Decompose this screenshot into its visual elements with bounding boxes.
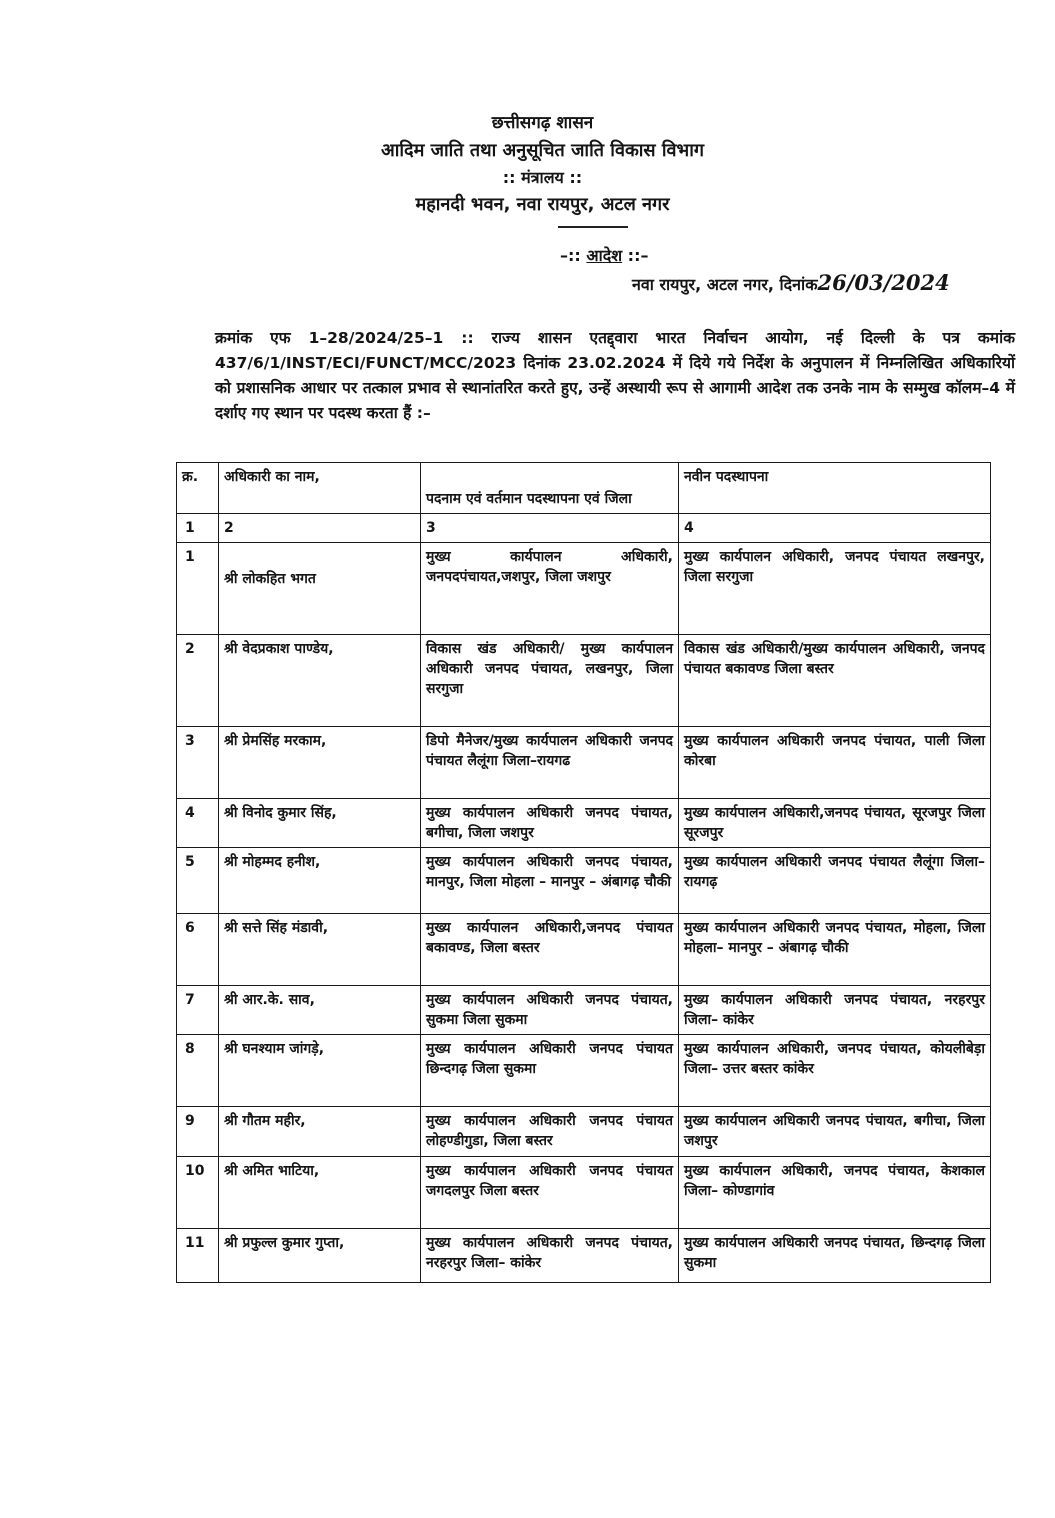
order-title-word: आदेश (586, 246, 623, 265)
row-current-posting: मुख्य कार्यपालन अधिकारी जनपद पंचायत जगदलपुर जिला बस्तर (421, 1157, 679, 1229)
row-new-posting: मुख्य कार्यपालन अधिकारी जनपद पंचायत, छिन्दगढ़ जिला सुकमा (679, 1229, 991, 1283)
column-number: 2 (219, 514, 421, 543)
table-row (177, 986, 991, 1035)
table-row (177, 1107, 991, 1157)
transfer-table (176, 462, 991, 1283)
order-paragraph: क्रमांक एफ 1–28/2024/25–1 :: राज्य शासन एतद्द्वारा भारत निर्वाचन आयोग, नई दिल्ली के पत्र कमांक 437/6/1/INST/ECI/FUNCT/MCC/2023 दिनांक 23.02.2024 में दिये गये निर्देश के अनुपालन में निम्नलिखित अधिकारियों को प्रशासनिक आधार पर तत्काल प्रभाव से स्थानांतरित करते हुए, उन्हें अस्थायी रूप से आगामी आदेश तक उनके नाम के सम्मुख कॉलम–4 में दर्शाए गए स्थान पर पदस्थ करता हैं :– (215, 329, 1015, 422)
letterhead (0, 110, 1055, 228)
row-new-posting: विकास खंड अधिकारी/मुख्य कार्यपालन अधिकारी, जनपद पंचायत बकावण्ड जिला बस्तर (679, 635, 991, 727)
row-current-posting: मुख्य कार्यपालन अधिकारी जनपद पंचायत छिन्दगढ़ जिला सुकमा (421, 1035, 679, 1107)
row-sn: 7 (177, 986, 219, 1035)
place-date-line (632, 270, 950, 295)
row-new-posting: मुख्य कार्यपालन अधिकारी जनपद पंचायत, नरहरपुर जिला– कांकेर (679, 986, 991, 1035)
header-divider (558, 226, 628, 228)
row-current-posting: विकास खंड अधिकारी/ मुख्य कार्यपालन अधिकारी जनपद पंचायत, लखनपुर, जिला सरगुजा (421, 635, 679, 727)
table-row (177, 799, 991, 848)
row-current-posting: डिपो मैनेजर/मुख्य कार्यपालन अधिकारी जनपद पंचायत लैलूंगा जिला–रायगढ (421, 727, 679, 799)
row-sn: 3 (177, 727, 219, 799)
table-row (177, 1157, 991, 1229)
place-date-label: नवा रायपुर, अटल नगर, दिनांक (632, 275, 818, 294)
row-officer-name: श्री प्रफुल्ल कुमार गुप्ता, (219, 1229, 421, 1283)
row-current-posting: मुख्य कार्यपालन अधिकारी जनपद पंचायत, नरहरपुर जिला– कांकेर (421, 1229, 679, 1283)
row-sn: 4 (177, 799, 219, 848)
row-new-posting: मुख्य कार्यपालन अधिकारी,जनपद पंचायत, सूरजपुर जिला सूरजपुर (679, 799, 991, 848)
column-number-row (177, 514, 991, 543)
row-current-posting: मुख्य कार्यपालन अधिकारी, जनपदपंचायत,जशपुर, जिला जशपुर (421, 543, 679, 635)
header-current-posting: पदनाम एवं वर्तमान पदस्थापना एवं जिला (421, 463, 679, 514)
row-officer-name: श्री घनश्याम जांगड़े, (219, 1035, 421, 1107)
row-officer-name: श्री आर.के. साव, (219, 986, 421, 1035)
column-number: 4 (679, 514, 991, 543)
table-row (177, 1229, 991, 1283)
row-current-posting: मुख्य कार्यपालन अधिकारी जनपद पंचायत, सुकमा जिला सुकमा (421, 986, 679, 1035)
row-current-posting: मुख्य कार्यपालन अधिकारी जनपद पंचायत लोहण्डीगुडा, जिला बस्तर (421, 1107, 679, 1157)
department-name: आदिम जाति तथा अनुसूचित जाति विकास विभाग (381, 140, 704, 161)
row-officer-name: श्री वेदप्रकाश पाण्डेय, (219, 635, 421, 727)
handwritten-date: 26/03/2024 (817, 270, 950, 295)
column-number: 1 (177, 514, 219, 543)
row-new-posting: मुख्य कार्यपालन अधिकारी जनपद पंचायत लैलूंगा जिला–रायगढ़ (679, 848, 991, 914)
table-row (177, 1035, 991, 1107)
row-officer-name: श्री सत्ते सिंह मंडावी, (219, 914, 421, 986)
header-officer-name: अधिकारी का नाम, (219, 463, 421, 514)
table-row (177, 543, 991, 635)
header-sn: क्र. (177, 463, 219, 514)
row-sn: 5 (177, 848, 219, 914)
column-number: 3 (421, 514, 679, 543)
row-current-posting: मुख्य कार्यपालन अधिकारी,जनपद पंचायत बकावण्ड, जिला बस्तर (421, 914, 679, 986)
row-officer-name: श्री प्रेमसिंह मरकाम, (219, 727, 421, 799)
row-new-posting: मुख्य कार्यपालन अधिकारी, जनपद पंचायत, केशकाल जिला– कोण्डागांव (679, 1157, 991, 1229)
row-sn: 10 (177, 1157, 219, 1229)
header-new-posting: नवीन पदस्थापना (679, 463, 991, 514)
row-officer-name: श्री गौतम महीर, (219, 1107, 421, 1157)
row-current-posting: मुख्य कार्यपालन अधिकारी जनपद पंचायत, मानपुर, जिला मोहला – मानपुर – अंबागढ़ चौकी (421, 848, 679, 914)
ministry-label: :: मंत्रालय :: (502, 168, 583, 187)
row-sn: 8 (177, 1035, 219, 1107)
row-officer-name: श्री मोहम्मद हनीश, (219, 848, 421, 914)
row-sn: 2 (177, 635, 219, 727)
row-new-posting: मुख्य कार्यपालन अधिकारी जनपद पंचायत, पाली जिला कोरबा (679, 727, 991, 799)
row-officer-name: श्री विनोद कुमार सिंह, (219, 799, 421, 848)
row-sn: 1 (177, 543, 219, 635)
row-new-posting: मुख्य कार्यपालन अधिकारी, जनपद पंचायत, कोयलीबेड़ा जिला– उत्तर बस्तर कांकेर (679, 1035, 991, 1107)
government-name: छत्तीसगढ़ शासन (491, 113, 594, 133)
table-row (177, 635, 991, 727)
row-officer-name: श्री लोकहित भगत (219, 543, 421, 635)
row-officer-name: श्री अमित भाटिया, (219, 1157, 421, 1229)
row-sn: 9 (177, 1107, 219, 1157)
table-row (177, 848, 991, 914)
row-sn: 11 (177, 1229, 219, 1283)
row-current-posting: मुख्य कार्यपालन अधिकारी जनपद पंचायत, बगीचा, जिला जशपुर (421, 799, 679, 848)
row-new-posting: मुख्य कार्यपालन अधिकारी, जनपद पंचायत लखनपुर, जिला सरगुजा (679, 543, 991, 635)
row-new-posting: मुख्य कार्यपालन अधिकारी जनपद पंचायत, बगीचा, जिला जशपुर (679, 1107, 991, 1157)
office-address: महानदी भवन, नवा रायपुर, अटल नगर (415, 194, 670, 215)
order-title: –:: आदेश ::– (560, 246, 649, 265)
table-row (177, 914, 991, 986)
row-sn: 6 (177, 914, 219, 986)
table-header-row (177, 463, 991, 514)
table-row (177, 727, 991, 799)
row-new-posting: मुख्य कार्यपालन अधिकारी जनपद पंचायत, मोहला, जिला मोहला– मानपुर – अंबागढ़ चौकी (679, 914, 991, 986)
